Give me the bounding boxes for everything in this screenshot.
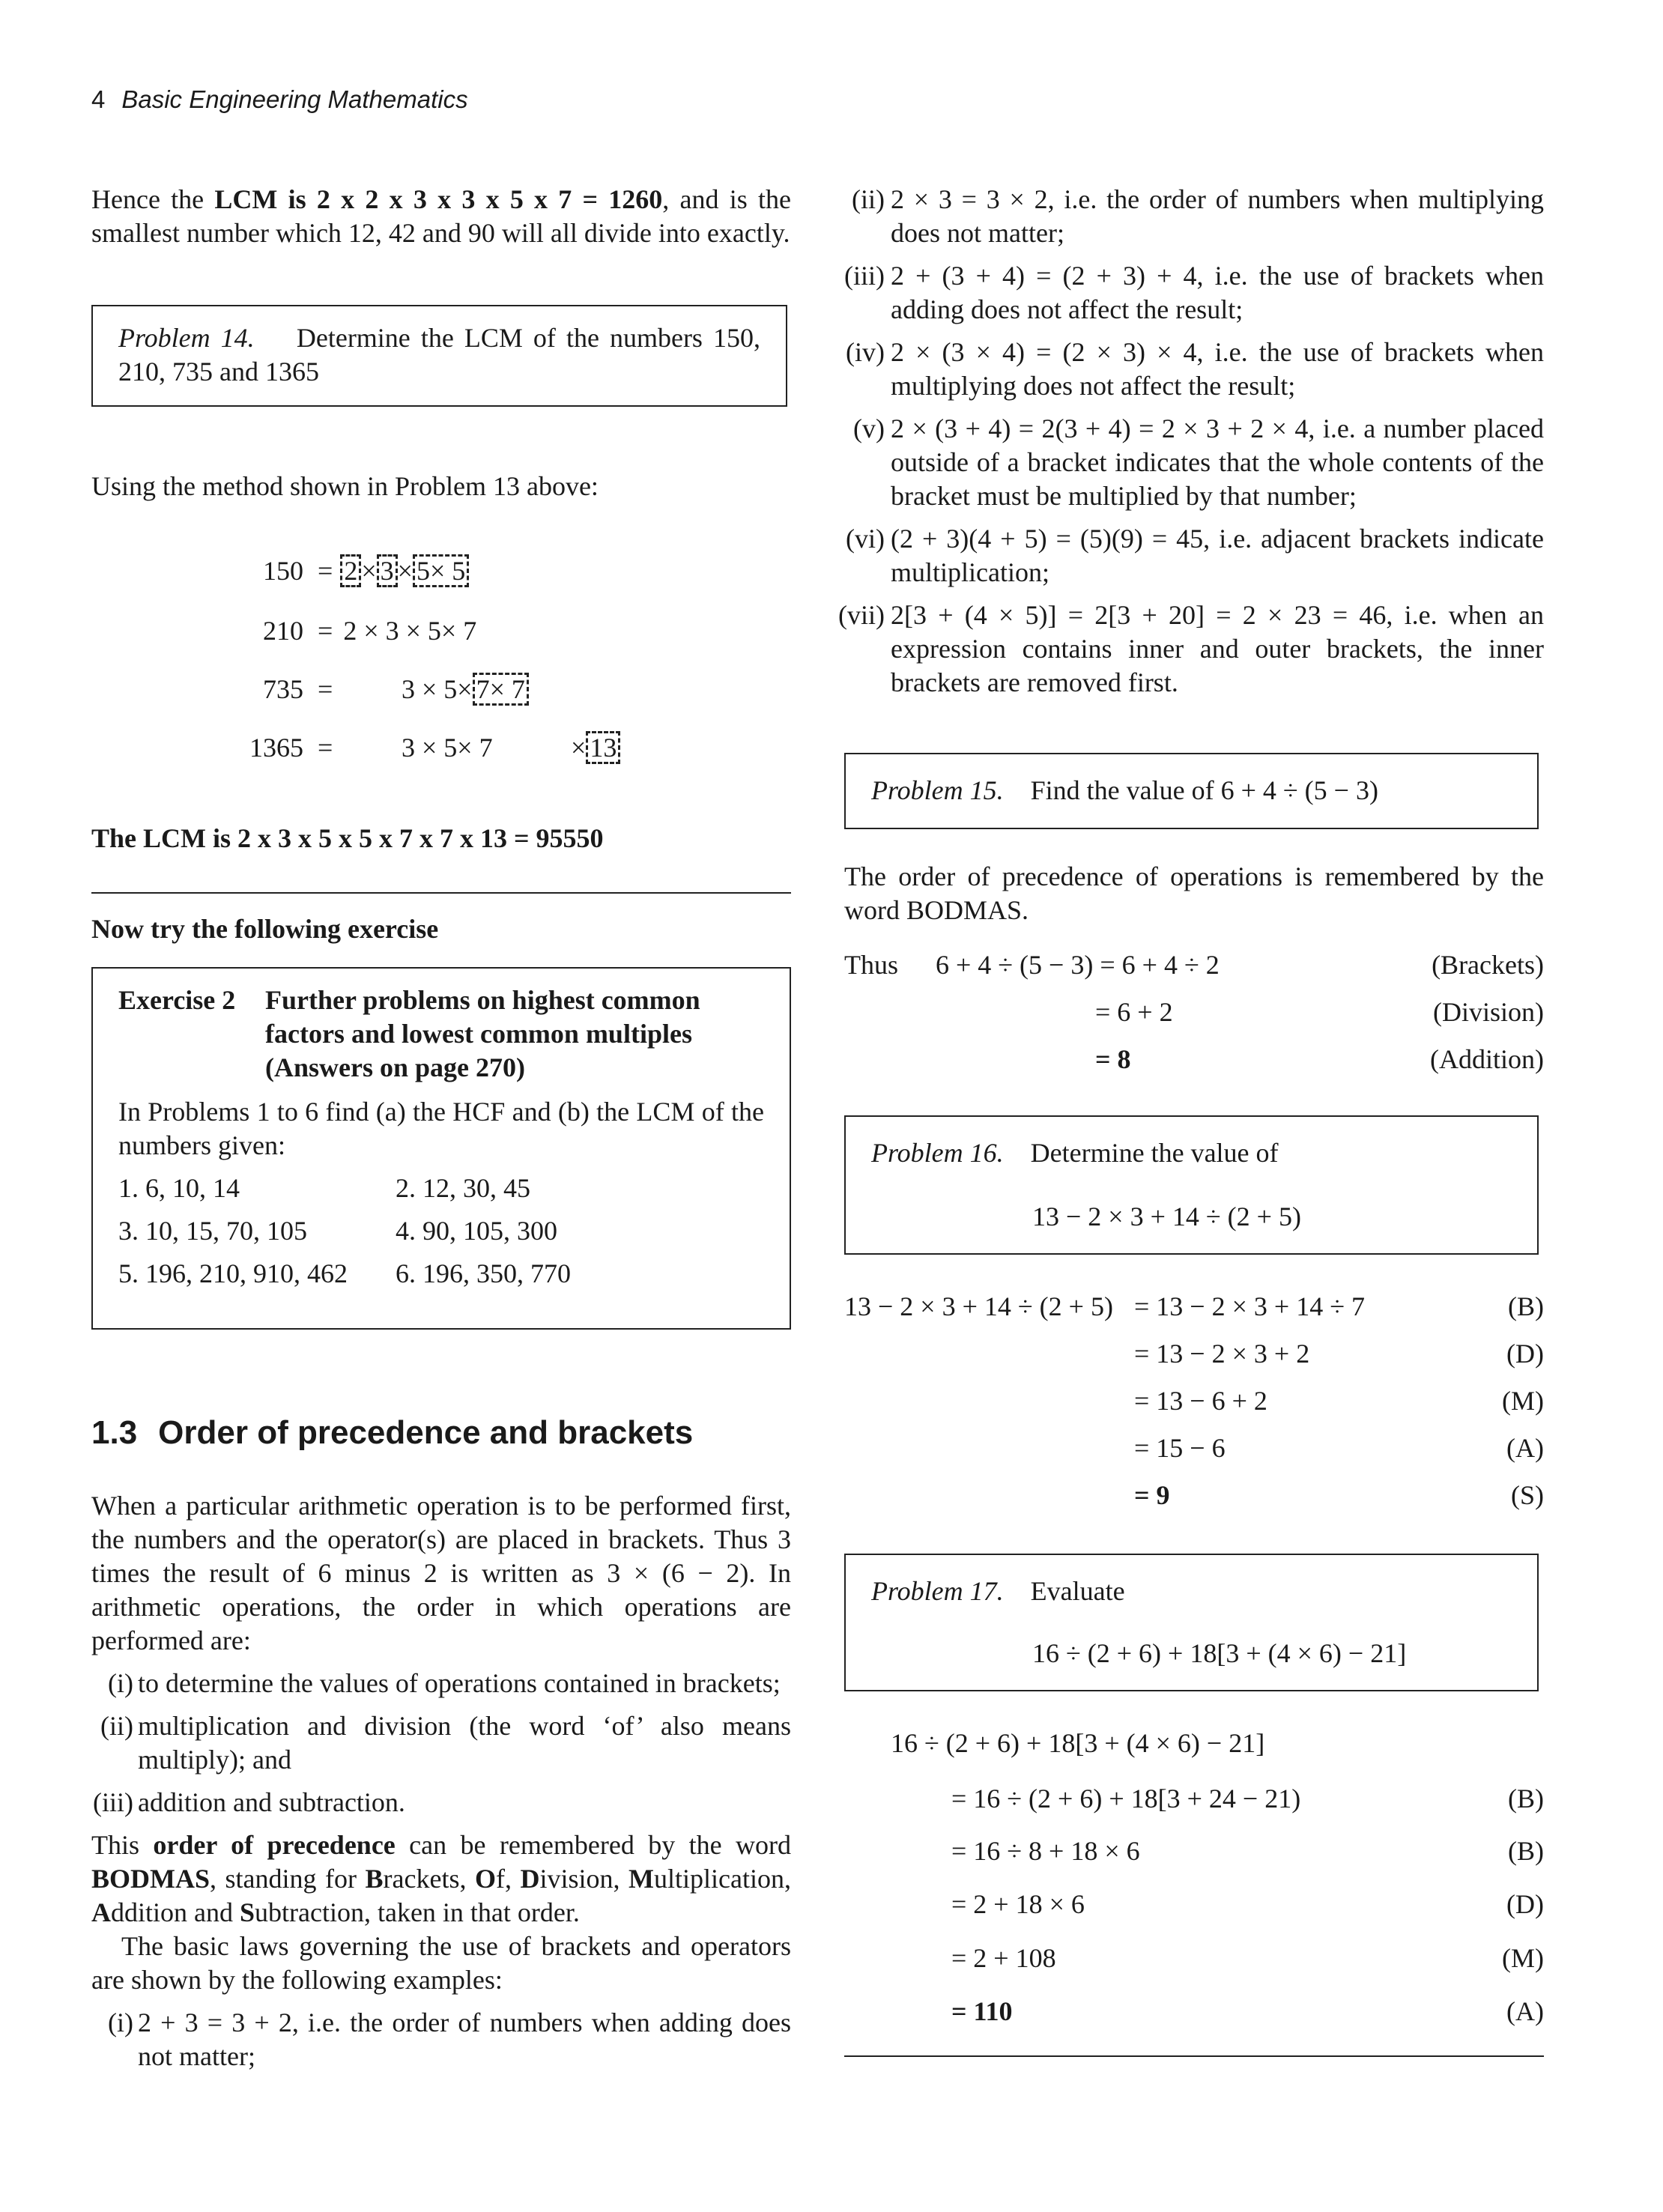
- list-item: [844, 522, 1544, 590]
- divider: [844, 2055, 1544, 2057]
- lcm-statement: LCM is 2 x 2 x 3 x 3 x 5 x 7 = 1260: [214, 184, 663, 214]
- t: can be remembered by the word: [395, 1830, 791, 1860]
- text: Hence the: [91, 184, 215, 214]
- equation-lhs: 16 ÷ (2 + 6) + 18[3 + (4 × 6) − 21]: [891, 1728, 1265, 1758]
- equation-step: = 16 ÷ (2 + 6) + 18[3 + 24 − 21): [951, 1784, 1301, 1813]
- problem-17-box: [844, 1554, 1539, 1691]
- equals: =: [318, 616, 333, 646]
- t: D: [520, 1864, 540, 1894]
- problem-text: Evaluate: [1030, 1576, 1125, 1606]
- exercise-label: Exercise 2: [118, 985, 236, 1015]
- marker: (iv): [846, 337, 885, 367]
- t: M: [628, 1864, 655, 1894]
- equals: =: [318, 733, 333, 763]
- equation-result: = 9: [1134, 1480, 1170, 1510]
- t: ivision,: [539, 1864, 629, 1894]
- step-tag: (A): [1506, 1433, 1544, 1463]
- problem-14-box: [91, 305, 787, 407]
- step-tag: (M): [1502, 1943, 1544, 1973]
- exercise-item: 4. 90, 105, 300: [396, 1216, 557, 1246]
- text: 2 + (3 + 4) = (2 + 3) + 4, i.e. the use of brackets when adding does not affect the result;: [891, 261, 1544, 324]
- laws-list: [838, 183, 1544, 709]
- factor-row-1365: [225, 731, 617, 765]
- section-number: 1.3: [91, 1414, 138, 1451]
- section-body: [91, 1489, 791, 2073]
- list-item: [844, 183, 1544, 250]
- t: BODMAS: [91, 1864, 210, 1894]
- step-tag: (B): [1508, 1836, 1544, 1866]
- equation-step: 6 + 4 ÷ (5 − 3) = 6 + 4 ÷ 2: [936, 950, 1220, 980]
- now-try-heading: Now try the following exercise: [91, 914, 439, 944]
- times: ×: [571, 733, 587, 763]
- step-tag: (D): [1506, 1889, 1544, 1919]
- problem-label: Problem 14.: [118, 323, 255, 353]
- boxed-factor: 3: [377, 554, 398, 587]
- list-item: [91, 2006, 791, 2073]
- equals: =: [318, 556, 333, 586]
- factors: 3 × 5×: [402, 674, 473, 704]
- paragraph: When a particular arithmetic operation is to be performed first, the numbers and the operator(s) are placed in brackets. Thus 3 times the result of 6 minus 2 is written as 3 × (6 − 2). In arithmetic operations, the order in which operations are performed are:: [91, 1491, 791, 1655]
- problem-16-box: [844, 1115, 1539, 1255]
- list-item: [838, 599, 1544, 700]
- text: 2[3 + (4 × 5)] = 2[3 + 20] = 2 × 23 = 46, i.e. when an expression contains inner and outer brackets, the inner brackets are removed first.: [891, 600, 1544, 697]
- equation-lhs: 13 − 2 × 3 + 14 ÷ (2 + 5): [844, 1291, 1113, 1321]
- paragraph: The order of precedence of operations is remembered by the word BODMAS.: [844, 861, 1544, 925]
- equation-step: = 13 − 6 + 2: [1134, 1386, 1267, 1416]
- times: ×: [397, 556, 413, 586]
- exercise-item: 5. 196, 210, 910, 462: [118, 1258, 348, 1288]
- problem-17-solution: [844, 1727, 1544, 2026]
- factors-group: [571, 731, 620, 765]
- divider: [91, 892, 791, 894]
- list-item: [91, 1786, 791, 1819]
- marker: (vii): [838, 600, 885, 630]
- equation-result: = 110: [951, 1996, 1013, 2026]
- marker: (i): [108, 1668, 133, 1698]
- text: 2 × (3 × 4) = (2 × 3) × 4, i.e. the use of brackets when multiplying does not affect the result;: [891, 337, 1544, 401]
- precedence-list: [91, 1667, 791, 1819]
- t: ddition and: [111, 1897, 240, 1927]
- number: 150: [263, 556, 303, 586]
- problem-text: Determine the LCM of the numbers 150, 210, 735 and 1365: [118, 323, 760, 387]
- number: 1365: [249, 733, 303, 763]
- list-item: [91, 1667, 791, 1700]
- t: A: [91, 1897, 111, 1927]
- marker: (iii): [93, 1787, 133, 1817]
- exercise-item: 6. 196, 350, 770: [396, 1258, 571, 1288]
- step-tag: (S): [1511, 1480, 1544, 1510]
- factors-group: [402, 673, 529, 706]
- lcm-result: The LCM is 2 x 3 x 5 x 5 x 7 x 7 x 13 = 95550: [91, 823, 604, 853]
- problem-15-solution: [844, 948, 1544, 1074]
- equation-step: = 16 ÷ 8 + 18 × 6: [951, 1836, 1140, 1866]
- step-tag: (D): [1506, 1339, 1544, 1369]
- problem-label: Problem 16.: [871, 1138, 1004, 1168]
- step-tag: (B): [1508, 1784, 1544, 1813]
- problem-text: Find the value of 6 + 4 ÷ (5 − 3): [1030, 775, 1378, 805]
- section-heading: [91, 1416, 791, 1449]
- problem-expression: 16 ÷ (2 + 6) + 18[3 + (4 × 6) − 21]: [1032, 1638, 1407, 1668]
- exercise-item: 1. 6, 10, 14: [118, 1173, 240, 1203]
- equation-step: = 13 − 2 × 3 + 2: [1134, 1339, 1310, 1369]
- boxed-factor: 2: [340, 554, 361, 587]
- equation-step: = 2 + 18 × 6: [951, 1889, 1085, 1919]
- problem-expression: 13 − 2 × 3 + 14 ÷ (2 + 5): [1032, 1202, 1301, 1231]
- exercise-intro: In Problems 1 to 6 find (a) the HCF and (b) the LCM of the numbers given:: [118, 1097, 764, 1160]
- method-text: Using the method shown in Problem 13 above:: [91, 471, 599, 501]
- t: This: [91, 1830, 154, 1860]
- exercise-item: 2. 12, 30, 45: [396, 1173, 530, 1203]
- text: to determine the values of operations contained in brackets;: [138, 1668, 781, 1698]
- page-number: 4: [91, 85, 106, 113]
- list-item: [844, 412, 1544, 513]
- marker: (vi): [846, 524, 885, 554]
- t: rackets,: [383, 1864, 475, 1894]
- equation-result: = 8: [1095, 1044, 1131, 1074]
- marker: (ii): [100, 1711, 133, 1741]
- number: 735: [263, 674, 303, 704]
- problem-label: Problem 17.: [871, 1576, 1004, 1606]
- text: (2 + 3)(4 + 5) = (5)(9) = 45, i.e. adjacent brackets indicate multiplication;: [891, 524, 1544, 587]
- equation-step: = 13 − 2 × 3 + 14 ÷ 7: [1134, 1291, 1365, 1321]
- exercise-title: Further problems on highest common factors and lowest common multiples (Answers on page 270): [265, 985, 700, 1082]
- exercise-header: [118, 984, 764, 1085]
- equation-step: = 2 + 108: [951, 1943, 1056, 1973]
- t: O: [474, 1864, 496, 1894]
- factor-diagram: [225, 554, 674, 779]
- factor-row-150: [225, 554, 469, 588]
- step-tag: (Addition): [1430, 1044, 1544, 1074]
- boxed-factor: 5× 5: [413, 554, 469, 587]
- factors: 2 × 3 × 5× 7: [343, 616, 477, 646]
- exercise-items: [118, 1172, 764, 1291]
- step-tag: (Division): [1433, 997, 1544, 1027]
- paragraph: The basic laws governing the use of brackets and operators are shown by the following examples:: [91, 1931, 791, 1995]
- list-item: [844, 336, 1544, 403]
- t: order of precedence: [153, 1830, 396, 1860]
- step-tag: (A): [1506, 1996, 1544, 2026]
- problem-16-solution: [844, 1290, 1544, 1530]
- book-title: Basic Engineering Mathematics: [121, 85, 468, 113]
- list-item: [91, 1709, 791, 1777]
- t: S: [239, 1897, 255, 1927]
- problem-text: Determine the value of: [1030, 1138, 1279, 1168]
- running-header: [91, 82, 468, 116]
- t: ubtraction, taken in that order.: [255, 1897, 580, 1927]
- text: multiplication and division (the word ‘of’ also means multiply); and: [138, 1711, 791, 1775]
- text: 2 + 3 = 3 + 2, i.e. the order of numbers when adding does not matter;: [138, 2008, 791, 2071]
- problem-15-box: [844, 753, 1539, 829]
- exercise-item: 3. 10, 15, 70, 105: [118, 1216, 307, 1246]
- t: B: [365, 1864, 384, 1894]
- intro-paragraph: [91, 183, 791, 250]
- equation-step: = 15 − 6: [1134, 1433, 1226, 1463]
- marker: (ii): [852, 184, 885, 214]
- section-title: Order of precedence and brackets: [158, 1414, 694, 1451]
- t: ultiplication,: [654, 1864, 791, 1894]
- text: , and is the smallest number which 12, 42 and 90 will all divide into exactly.: [91, 184, 791, 248]
- times: ×: [361, 556, 377, 586]
- marker: (v): [853, 413, 885, 443]
- step-tag: (B): [1508, 1291, 1544, 1321]
- text: 2 × (3 + 4) = 2(3 + 4) = 2 × 3 + 2 × 4, i.e. a number placed outside of a bracket indicates that the whole contents of the bracket must be multiplied by that number;: [891, 413, 1544, 511]
- equation-step: = 6 + 2: [1095, 997, 1173, 1027]
- thus-label: Thus: [844, 950, 898, 980]
- bodmas-paragraph: [91, 1828, 791, 1930]
- text: 2 × 3 = 3 × 2, i.e. the order of numbers when multiplying does not matter;: [891, 184, 1544, 248]
- text: addition and subtraction.: [138, 1787, 405, 1817]
- number: 210: [263, 616, 303, 646]
- list-item: [844, 259, 1544, 327]
- marker: (iii): [844, 261, 885, 291]
- t: , standing for: [210, 1864, 366, 1894]
- boxed-factor: 13: [586, 731, 620, 764]
- problem-label: Problem 15.: [871, 775, 1004, 805]
- factor-row-210: [225, 614, 476, 648]
- factor-row-735: [225, 673, 525, 706]
- exercise-2-box: [91, 967, 791, 1330]
- factors: 3 × 5× 7: [402, 733, 493, 763]
- equals: =: [318, 674, 333, 704]
- boxed-factor: 7× 7: [473, 673, 529, 706]
- step-tag: (Brackets): [1432, 950, 1544, 980]
- t: f,: [496, 1864, 521, 1894]
- marker: (i): [108, 2008, 133, 2037]
- step-tag: (M): [1502, 1386, 1544, 1416]
